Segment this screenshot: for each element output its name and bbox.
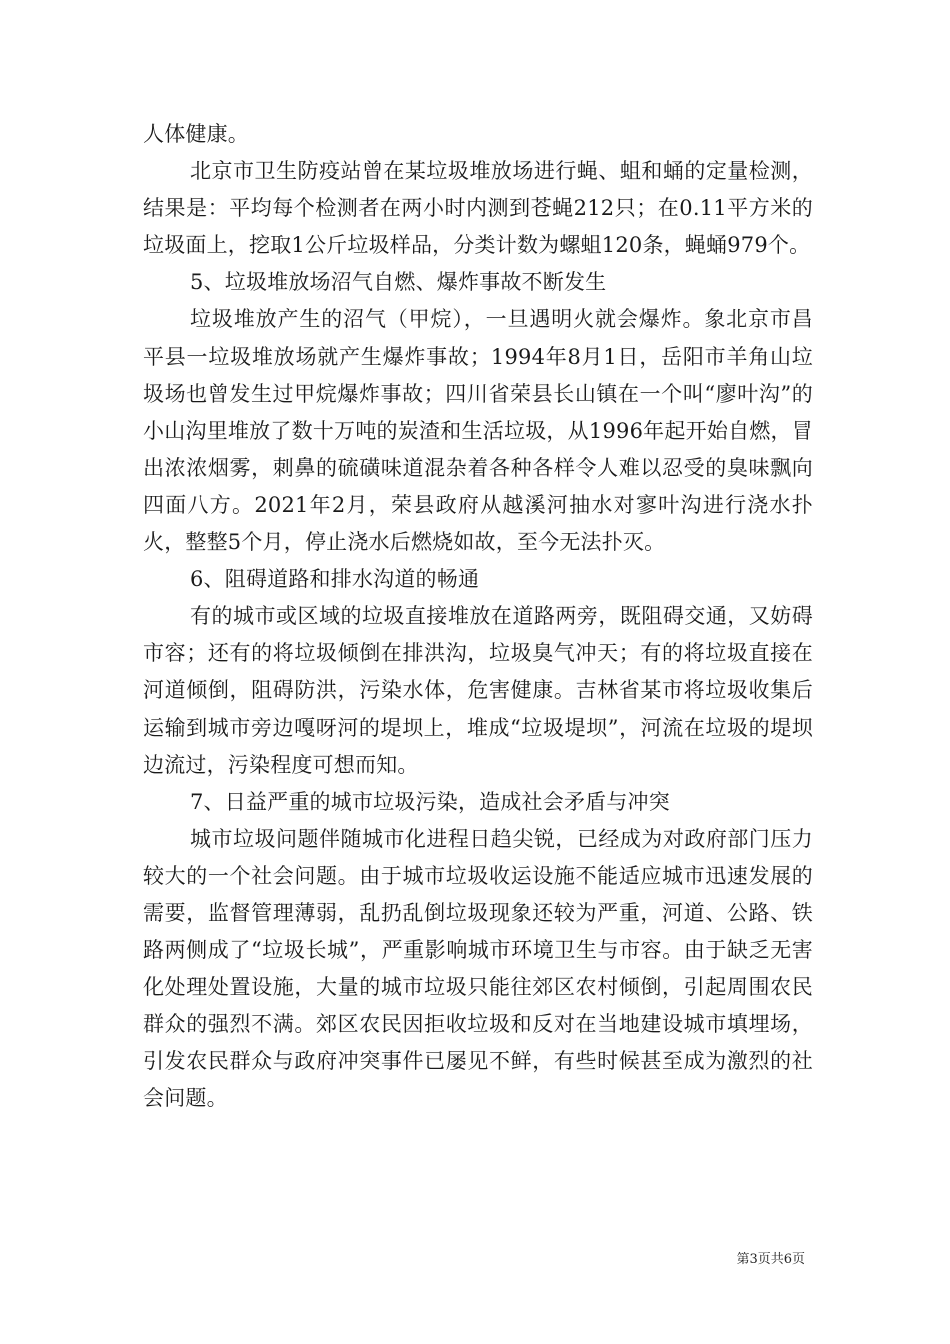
document-body bbox=[143, 116, 813, 1118]
page-number: 第3页共6页 bbox=[736, 1252, 805, 1267]
paragraph-road-obstruction: 有的城市或区域的垃圾直接堆放在道路两旁，既阻碍交通，又妨碍市容；还有的将垃圾倾倒在排洪沟，垃圾臭气冲天；有的将垃圾直接在河道倾倒，阻碍防洪，污染水体，危害健康。吉林省某市将垃圾收集后运输到城市旁边嘎呀河的堤坝上，堆成“垃圾堤坝”，河流在垃圾的堤坝边流过，污染程度可想而知。 bbox=[143, 604, 813, 777]
section-heading-6: 6、阻碍道路和排水沟道的畅通 bbox=[190, 567, 480, 592]
paragraph-methane-explosion: 垃圾堆放产生的沼气（甲烷），一旦遇明火就会爆炸。象北京市昌平县一垃圾堆放场就产生爆炸事故；1994年8月1日，岳阳市羊角山垃圾场也曾发生过甲烷爆炸事故；四川省荣县长山镇在一个叫“廖叶沟”的小山沟里堆放了数十万吨的炭渣和生活垃圾，从1996年起开始自燃，冒出浓浓烟雾，刺鼻的硫磺味道混杂着各种各样令人难以忍受的臭味飘向四面八方。2021年2月，荣县政府从越溪河抽水对寥叶沟进行浇水扑火，整整5个月，停止浇水后燃烧如故，至今无法扑灭。 bbox=[143, 307, 813, 555]
section-heading-5: 5、垃圾堆放场沼气自燃、爆炸事故不断发生 bbox=[190, 270, 607, 295]
paragraph-fly-detection: 北京市卫生防疫站曾在某垃圾堆放场进行蝇、蛆和蛹的定量检测，结果是：平均每个检测者在两小时内测到苍蝇212只；在0.11平方米的垃圾面上，挖取1公斤垃圾样品，分类计数为螺蛆120条，蝇蛹979个。 bbox=[143, 159, 813, 258]
paragraph-social-conflict: 城市垃圾问题伴随城市化进程日趋尖锐，已经成为对政府部门压力较大的一个社会问题。由于城市垃圾收运设施不能适应城市迅速发展的需要，监督管理薄弱，乱扔乱倒垃圾现象还较为严重，河道、公路、铁路两侧成了“垃圾长城”，严重影响城市环境卫生与市容。由于缺乏无害化处理处置设施，大量的城市垃圾只能往郊区农村倾倒，引起周围农民群众的强烈不满。郊区农民因拒收垃圾和反对在当地建设城市填埋场，引发农民群众与政府冲突事件已屡见不鲜，有些时候甚至成为激烈的社会问题。 bbox=[143, 826, 813, 1111]
section-heading-7: 7、日益严重的城市垃圾污染，造成社会矛盾与冲突 bbox=[190, 789, 670, 814]
paragraph-continuation: 人体健康。 bbox=[143, 122, 249, 146]
